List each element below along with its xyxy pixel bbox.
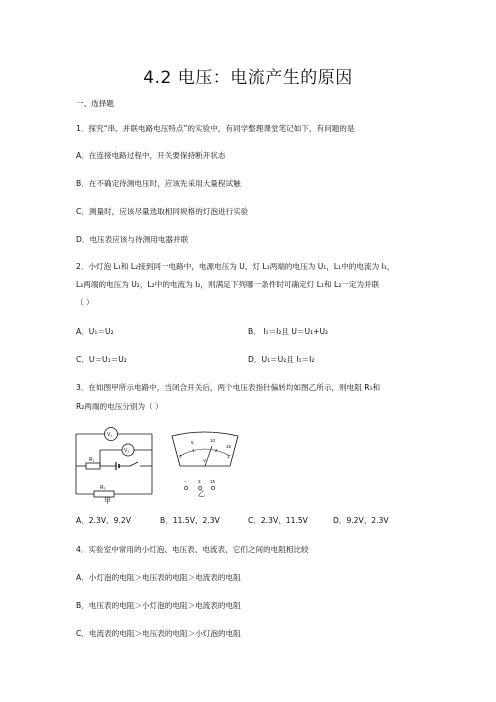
label-v2: V₂ bbox=[124, 448, 130, 454]
terminal-minus-icon bbox=[184, 486, 187, 489]
terminal-15: 15 bbox=[210, 479, 216, 484]
label-v1: V₁ bbox=[107, 432, 113, 438]
q3-option-c: C．2.3V、11.5V bbox=[248, 516, 308, 525]
scale-top-10: 10 bbox=[210, 438, 216, 443]
circuit-diagram bbox=[76, 428, 152, 498]
q2-line1: 2．小灯泡 L₁和 L₂接到同一电路中，电源电压为 U，灯 L₁两端的电压为 U₁，L₁中的电流为 I₁， bbox=[76, 262, 395, 271]
q1-option-c: C．测量时，应该尽量选取相同规格的灯泡进行实验 bbox=[76, 207, 249, 216]
switch-icon bbox=[130, 462, 138, 466]
q3-option-d: D．9.2V、2.3V bbox=[333, 516, 389, 525]
scale-bottom-3: 3 bbox=[227, 454, 230, 459]
q4-option-b: B．电压表的电阻＞小灯泡的电阻＞电流表的电阻 bbox=[76, 601, 241, 610]
page-title: 4.2 电压：电流产生的原因 bbox=[143, 68, 353, 88]
resistor-r2-icon bbox=[94, 491, 114, 497]
label-r2: R₂ bbox=[100, 485, 106, 491]
q3-line2: R₂两端的电压分别为（ ） bbox=[76, 402, 163, 411]
q2-option-c: C．U＝U₁＝U₂ bbox=[76, 355, 127, 364]
terminal-15-icon bbox=[211, 486, 214, 489]
q1-option-a: A．在连接电路过程中，开关要保持断开状态 bbox=[76, 151, 226, 160]
q3-line1: 3．在如图甲所示电路中，当闭合开关后，两个电压表指针偏转均如图乙所示，则电阻 R₁和 bbox=[76, 383, 381, 392]
q4-option-c: C．电流表的电阻＞电压表的电阻＞小灯泡的电阻 bbox=[76, 629, 241, 638]
q1-option-b: B．在不确定待测电压时，应该先采用大量程试触 bbox=[76, 179, 241, 188]
q1-option-d: D．电压表应该与待测用电器并联 bbox=[76, 235, 189, 244]
resistor-r1-icon bbox=[86, 463, 100, 469]
q3-option-b: B．11.5V、2.3V bbox=[160, 516, 220, 525]
scale-top-15: 15 bbox=[226, 444, 232, 449]
scale-bottom-1: 1 bbox=[192, 448, 195, 453]
caption-yi: 乙 bbox=[198, 491, 205, 498]
terminal-3-icon bbox=[198, 486, 201, 489]
q4-option-a: A．小灯泡的电阻＞电压表的电阻＞电流表的电阻 bbox=[76, 573, 241, 582]
meter-unit: V bbox=[203, 458, 207, 463]
q3-option-a: A．2.3V、9.2V bbox=[76, 516, 131, 525]
q2-line2: L₂两端的电压为 U₂，L₂中的电流为 I₂，则满足下列哪一条件时可确定灯 L₁和 L₂一定为并联 bbox=[76, 280, 380, 289]
q2-option-d: D．U₁＝U₂且 I₁＝I₂ bbox=[248, 355, 315, 364]
label-r1: R₁ bbox=[89, 457, 95, 463]
section-heading: 一、选择题 bbox=[76, 99, 114, 108]
q3-figure bbox=[72, 426, 272, 504]
terminal-3: 3 bbox=[198, 479, 201, 484]
scale-bottom-2: 2 bbox=[215, 448, 218, 453]
scale-top-5: 5 bbox=[191, 440, 194, 445]
q4-stem: 4．实验室中常用的小灯泡、电压表、电流表，它们之间的电阻相比较 bbox=[76, 545, 309, 554]
q2-option-a: A．U₁＝U₂ bbox=[76, 327, 114, 336]
caption-jia: 甲 bbox=[104, 498, 111, 504]
terminal-minus: − bbox=[184, 479, 187, 484]
q1-stem: 1．探究“串、并联电路电压特点”的实验中，有同学整理课堂笔记如下，有问题的是 bbox=[76, 124, 355, 133]
scale-bottom-0: 0 bbox=[179, 454, 182, 459]
q2-option-b: B． I₁＝I₂且 U＝U₁+U₂ bbox=[248, 327, 329, 336]
q2-line3: （ ） bbox=[76, 298, 94, 307]
